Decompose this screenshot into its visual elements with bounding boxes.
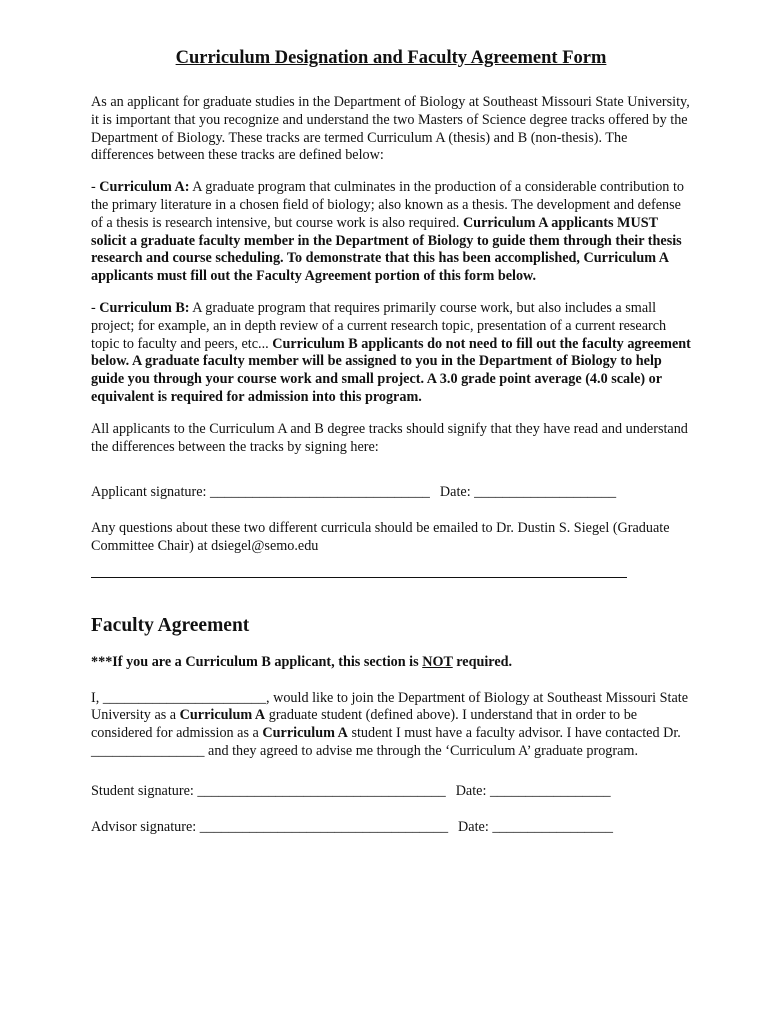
curriculum-a-requirement: Curriculum A applicants MUST solicit a graduate faculty member in the Department of Biology to guide them through their thesis research and course scheduling. To demonstrate that this has been accomplished, Curriculum A applicants must fill out the Faculty Agreement portion of this form below. <box>91 214 682 285</box>
faculty-agreement-note <box>91 654 691 672</box>
applicant-signature-row <box>91 484 691 502</box>
curriculum-a-text: A graduate program that culminates in the production of a considerable contribution to the primary literature in a chosen field of biology; also known as a thesis. The development and defense of a thesis is research intensive, but course work is also required. <box>91 179 684 231</box>
all-applicants-paragraph: All applicants to the Curriculum A and B degree tracks should signify that they have read and understand the differences between the tracks by signing here: <box>91 420 688 455</box>
curriculum-b-prefix: - <box>91 299 100 316</box>
intro-paragraph: As an applicant for graduate studies in the Department of Biology at Southeast Missouri State University, it is important that you recognize and understand the two Masters of Science degree tracks offered by the Department of Biology. These tracks are termed Curriculum A (thesis) and B (non-thesis). The differences between these tracks are defined below: <box>91 94 690 164</box>
advisor-date-field[interactable]: Date: _________________ <box>458 818 613 835</box>
advisor-signature-field[interactable]: Advisor signature: ___________________________________ <box>91 818 449 835</box>
applicant-signature-field[interactable]: Applicant signature: _______________________________ <box>91 484 430 501</box>
curriculum-b-paragraph <box>91 300 691 407</box>
statement-part-1[interactable]: I, _______________________, would like to join the Department of Biology at Southeast Missouri State University as a <box>91 689 689 724</box>
statement-part-2: graduate student (defined above). I understand that in order to be considered for admission as a <box>91 707 638 742</box>
statement-part-3[interactable]: student I must have a faculty advisor. I have contacted Dr. ________________ and they agreed to advise me through the ‘Curriculum A’ graduate program. <box>91 725 681 759</box>
statement-curriculum-a-1: Curriculum A <box>179 707 266 724</box>
form-page <box>91 46 691 854</box>
section-divider <box>91 576 627 578</box>
student-signature-row <box>91 783 691 801</box>
curriculum-b-requirement: Curriculum B applicants do not need to fill out the faculty agreement below. A graduate faculty member will be assigned to you in the Department of Biology to help guide you through your course work and small project. A 3.0 grade point average (4.0 scale) or equivalent is required for admission into this program. <box>91 335 691 405</box>
faculty-agreement-statement <box>91 690 691 761</box>
questions-paragraph: Any questions about these two different curricula should be emailed to Dr. Dustin S. Siegel (Graduate Committee Chair) at dsiegel@semo.edu <box>91 520 670 554</box>
curriculum-a-paragraph <box>91 179 691 286</box>
advisor-signature-row <box>91 819 691 837</box>
note-suffix: required. <box>452 653 513 670</box>
statement-curriculum-a-2: Curriculum A <box>262 725 348 742</box>
curriculum-a-label: Curriculum A: <box>99 179 190 196</box>
applicant-date-field[interactable]: Date: ____________________ <box>439 484 617 501</box>
curriculum-a-prefix: - <box>91 179 100 196</box>
student-signature-field[interactable]: Student signature: ___________________________________ <box>91 782 446 799</box>
note-prefix: ***If you are a Curriculum B applicant, this section is <box>91 653 423 670</box>
student-date-field[interactable]: Date: _________________ <box>455 782 611 799</box>
note-not: NOT <box>422 653 453 670</box>
faculty-agreement-heading: Faculty Agreement <box>91 614 250 636</box>
curriculum-b-label: Curriculum B: <box>99 299 190 316</box>
form-title: Curriculum Designation and Faculty Agreement Form <box>175 48 607 68</box>
curriculum-b-text: A graduate program that requires primarily course work, but also includes a small project; for example, an in depth review of a current research topic, presentation of a current research topic to faculty and peers, etc... <box>91 299 667 352</box>
